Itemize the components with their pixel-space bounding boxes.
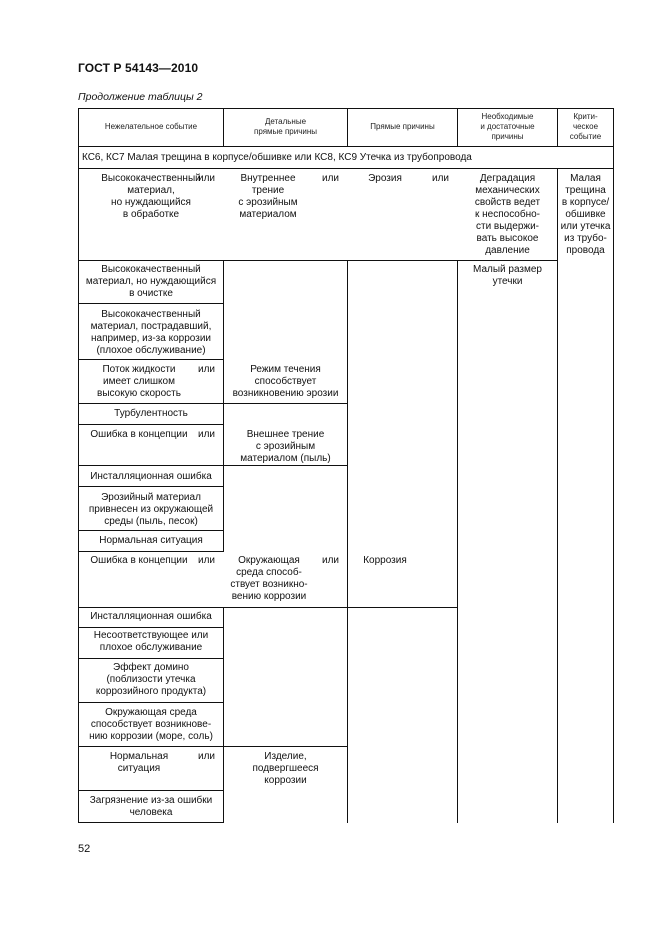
row-sep (78, 607, 458, 608)
event-cell: Поток жидкости имеет слишком высокую скорость (97, 364, 181, 399)
necessary-cause-cell: Деградация механических свойств ведет к неспособно- сти выдержи- вать высокое давление (474, 173, 541, 256)
row-sep (78, 551, 224, 552)
event-cell: Окружающая среда способствует возникнове- нию коррозии (море, соль) (89, 707, 213, 742)
event-cell: Нормальная ситуация (109, 751, 169, 774)
row-sep (78, 822, 224, 823)
detailed-cause-cell: Окружающая среда способ- ствует возникно- вению коррозии (230, 555, 308, 602)
or-connector: или (432, 173, 450, 184)
detailed-col-sep (347, 607, 348, 823)
event-cell: Высококачественный материал, пострадавший, например, из-за коррозии (плохое обслуживание) (90, 309, 212, 356)
or-connector: или (198, 751, 216, 762)
or-connector: или (198, 364, 216, 375)
event-cell: Несоответствующее или плохое обслуживание (93, 630, 209, 653)
event-cell: Загрязнение из-за ошибки человека (89, 795, 213, 818)
scenario-band: КС6, КС7 Малая трещина в корпусе/обшивке или КС8, КС9 Утечка из трубопровода (82, 152, 472, 163)
or-connector: или (322, 555, 340, 566)
row-sep (78, 530, 224, 531)
critical-col-sep (557, 168, 558, 823)
detailed-cause-cell: Внешнее трение с эрозийным материалом (пыль) (240, 429, 331, 464)
row-sep (78, 658, 224, 659)
event-cell: Ошибка в концепции (90, 429, 188, 440)
critical-event-cell: Малая трещина в корпусе/ обшивке или утечка из трубо- провода (560, 173, 611, 256)
table-top-border (78, 108, 614, 109)
event-cell: Эффект домино (поблизости утечка коррозийного продукта) (95, 662, 207, 697)
event-cell: Инсталляционная ошибка (90, 471, 212, 482)
row-sep (78, 260, 558, 261)
header-direct-causes: Прямые причины (370, 122, 435, 131)
page-number: 52 (78, 843, 91, 855)
direct-cause-cell: Коррозия (363, 555, 407, 566)
header-bottom-border (78, 146, 614, 147)
or-connector: или (198, 173, 216, 184)
row-sep (78, 702, 224, 703)
or-connector: или (322, 173, 340, 184)
document-title: ГОСТ Р 54143—2010 (78, 61, 199, 75)
detailed-cause-cell: Внутреннее трение с эрозийным материалом (238, 173, 298, 220)
necessary-cause-cell: Малый размер утечки (473, 264, 542, 287)
detailed-cause-cell: Изделие, подвергшееся коррозии (252, 751, 319, 786)
event-cell: Инсталляционная ошибка (90, 611, 212, 622)
detailed-cause-cell: Режим течения способствует возникновению эрозии (232, 364, 339, 399)
row-sep (78, 746, 348, 747)
header-necessary-causes: Необходимые и достаточные причины (480, 112, 535, 141)
event-cell: Эрозийный материал привнесен из окружающей среды (пыль, песок) (88, 492, 214, 527)
event-cell: Нормальная ситуация (99, 535, 203, 546)
direct-cause-cell: Эрозия (368, 173, 402, 184)
necessary-col-sep (457, 260, 458, 823)
event-cell: Высококачественный материал, но нуждающийся в обработке (101, 173, 201, 220)
header-event: Нежелательное событие (104, 122, 198, 131)
or-connector: или (198, 555, 216, 566)
row-sep (78, 424, 224, 425)
row-sep (78, 627, 224, 628)
row-sep (78, 359, 224, 360)
band-bottom-border (78, 168, 614, 169)
table-right-border (613, 108, 614, 823)
event-cell: Ошибка в концепции (90, 555, 188, 566)
header-critical-event: Крити- ческое событие (569, 112, 602, 141)
row-sep (78, 403, 348, 404)
event-col-sep (223, 465, 224, 551)
row-sep (78, 465, 348, 466)
row-sep (78, 486, 224, 487)
row-sep (78, 790, 224, 791)
or-connector: или (198, 429, 216, 440)
row-sep (78, 303, 224, 304)
event-cell: Высококачественный материал, но нуждающийся в очистке (85, 264, 217, 299)
event-cell: Турбулентность (114, 408, 188, 419)
table-caption: Продолжение таблицы 2 (78, 91, 203, 103)
header-detailed-causes: Детальные прямые причины (254, 117, 317, 136)
